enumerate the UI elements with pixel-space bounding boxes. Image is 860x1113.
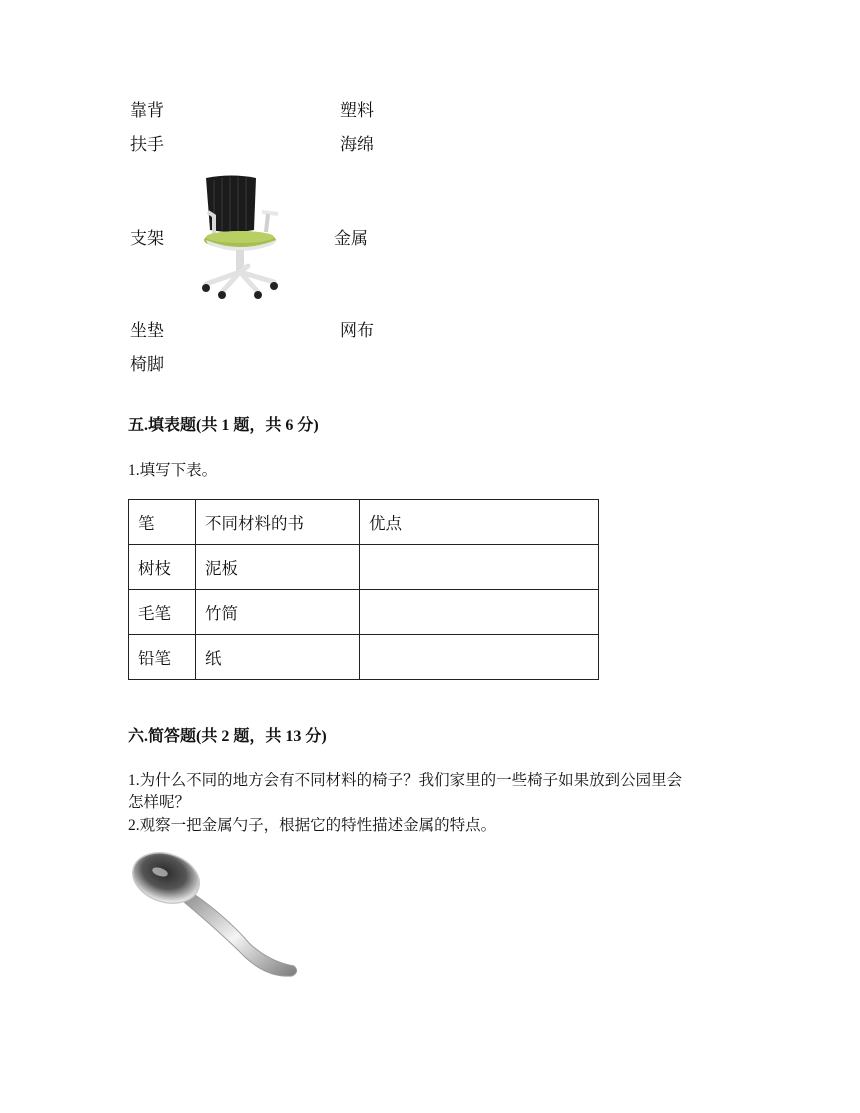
part-label-chair-legs: 椅脚 <box>130 355 164 375</box>
table-header-cell: 不同材料的书 <box>196 500 360 545</box>
part-label-armrest: 扶手 <box>130 135 164 155</box>
table-cell-blank <box>360 590 599 635</box>
section6-heading: 六.简答题(共 2 题，共 13 分) <box>128 728 327 745</box>
table-row <box>129 590 599 635</box>
table-row <box>129 635 599 680</box>
table-header-row <box>129 500 599 545</box>
material-label-plastic: 塑料 <box>340 101 374 121</box>
section5-question-1: 1.填写下表。 <box>128 462 218 479</box>
part-label-frame: 支架 <box>130 229 164 249</box>
table-cell: 纸 <box>196 635 360 680</box>
section5-heading: 五.填表题(共 1 题，共 6 分) <box>128 417 319 434</box>
office-chair-image <box>192 172 288 300</box>
table-cell: 铅笔 <box>129 635 196 680</box>
table-cell: 竹简 <box>196 590 360 635</box>
table-cell: 泥板 <box>196 545 360 590</box>
section6-question-2: 2.观察一把金属勺子，根据它的特性描述金属的特点。 <box>128 817 497 834</box>
table-header-cell: 优点 <box>360 500 599 545</box>
material-label-sponge: 海绵 <box>340 135 374 155</box>
table-cell: 树枝 <box>129 545 196 590</box>
fill-in-table <box>128 499 599 680</box>
table-header-cell: 笔 <box>129 500 196 545</box>
metal-spoon-image <box>128 848 308 988</box>
material-label-mesh: 网布 <box>340 321 374 341</box>
table-cell: 毛笔 <box>129 590 196 635</box>
section6-question-1-line-1: 1.为什么不同的地方会有不同材料的椅子？我们家里的一些椅子如果放到公园里会 <box>128 772 683 789</box>
part-label-cushion: 坐垫 <box>130 321 164 341</box>
table-cell-blank <box>360 635 599 680</box>
section6-question-1-line-2: 怎样呢？ <box>128 794 191 811</box>
table-cell-blank <box>360 545 599 590</box>
part-label-backrest: 靠背 <box>130 101 164 121</box>
table-row <box>129 545 599 590</box>
material-label-metal: 金属 <box>334 229 368 249</box>
